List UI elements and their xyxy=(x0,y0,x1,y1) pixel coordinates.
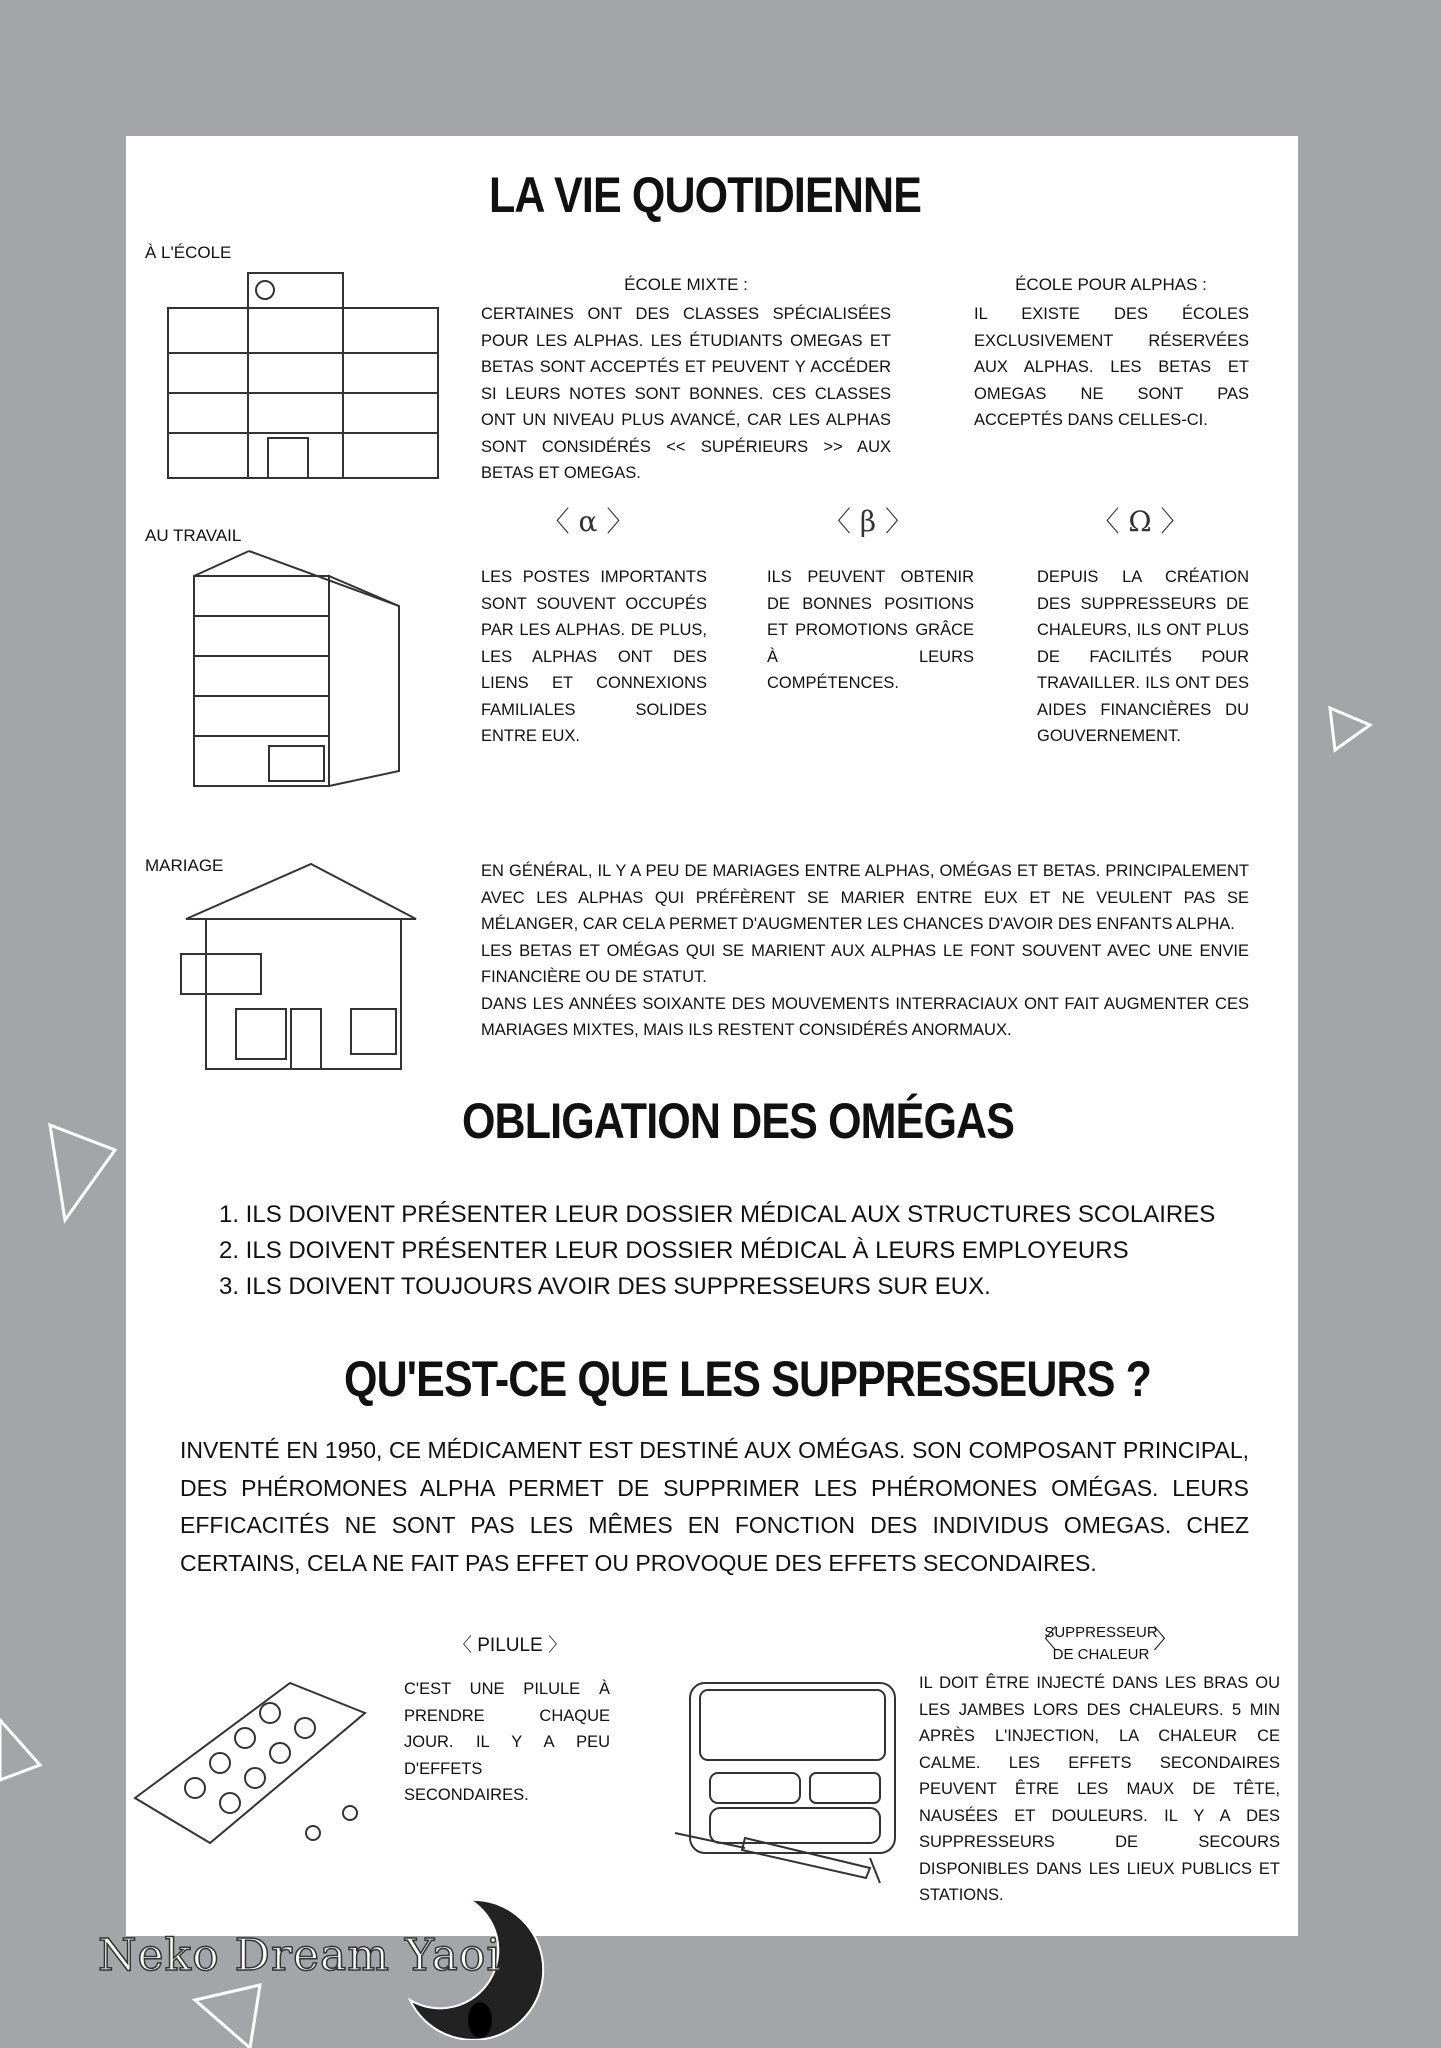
alpha-school-text: IL EXISTE DES ÉCOLES EXCLUSIVEMENT RÉSERVÉES AUX ALPHAS. LES BETAS ET OMEGAS NE SONT PAS ACCEPTÉS DANS CELLES-CI. xyxy=(974,305,1249,429)
mixed-school-heading: ÉCOLE MIXTE : xyxy=(624,275,748,294)
marriage-paragraph: EN GÉNÉRAL, IL Y A PEU DE MARIAGES ENTRE ALPHAS, OMÉGAS ET BETAS. PRINCIPALEMENT AVEC LES ALPHAS QUI PRÉFÈRENT SE MARIER ENTRE EUX ET NE VEULENT PAS SE MÉLANGER, CAR CELA PERMET D'AUGMENTER LES CHANCES D'AVOIR DES ENFANTS ALPHA. xyxy=(481,862,1249,933)
section-title-obligations: OBLIGATION DES OMÉGAS xyxy=(461,1093,1015,1149)
obligation-item: 3. ILS DOIVENT TOUJOURS AVOIR DES SUPPRESSEURS SUR EUX. xyxy=(219,1273,991,1300)
bracket-right: 〉 xyxy=(1152,1624,1179,1654)
watermark-logo: Neko Dream Yaoi xyxy=(98,1930,502,1981)
obligation-item: 2. ILS DOIVENT PRÉSENTER LEUR DOSSIER MÉDICAL À LEURS EMPLOYEURS xyxy=(219,1237,1129,1264)
alpha-symbol: 〈 α 〉 xyxy=(541,505,635,538)
marriage-paragraph: LES BETAS ET OMÉGAS QUI SE MARIENT AUX ALPHAS LE FONT SOUVENT AVEC UNE ENVIE FINANCIÈRE OU DE STATUT. xyxy=(481,941,1249,986)
omega-symbol: 〈 Ω 〉 xyxy=(1091,505,1189,538)
syringe-kit-illustration xyxy=(670,1678,915,1883)
marriage-text xyxy=(481,858,1249,1044)
obligation-item: 1. ILS DOIVENT PRÉSENTER LEUR DOSSIER MÉDICAL AUX STRUCTURES SCOLAIRES xyxy=(219,1201,1216,1228)
beta-symbol: 〈 β 〉 xyxy=(823,505,913,538)
pill-blister-illustration xyxy=(130,1678,370,1853)
school-label: À L'ÉCOLE xyxy=(145,243,232,262)
suppressants-intro: INVENTÉ EN 1950, CE MÉDICAMENT EST DESTINÉ AUX OMÉGAS. SON COMPOSANT PRINCIPAL, DES PHÉROMONES ALPHA PERMET DE SUPPRIMER LES PHÉROMONES OMÉGAS. LEURS EFFICACITÉS NE SONT PAS LES MÊMES EN FONCTION DES INDIVIDUS OMEGAS. CHEZ CERTAINS, CELA NE FAIT PAS EFFET OU PROVOQUE DES EFFETS SECONDAIRES. xyxy=(180,1437,1249,1576)
injection-heading xyxy=(1031,1622,1179,1666)
injection-text: IL DOIT ÊTRE INJECTÉ DANS LES BRAS OU LES JAMBES LORS DES CHALEURS. 5 MIN APRÈS L'INJECTION, LA CHALEUR CE CALME. LES EFFETS SECONDAIRES PEUVENT ÊTRE LES MAUX DE TÊTE, NAUSÉES ET DOULEURS. IL Y A DES SUPPRESSEURS DE SECOURS DISPONIBLES DANS LES LIEUX PUBLICS ET STATIONS. xyxy=(919,1674,1280,1904)
marriage-label: MARIAGE xyxy=(145,856,224,875)
omega-work-text: DEPUIS LA CRÉATION DES SUPPRESSEURS DE CHALEURS, ILS ONT PLUS DE FACILITÉS POUR TRAVAILLER. ILS ONT DES AIDES FINANCIÈRES DU GOUVERNEMENT. xyxy=(1037,568,1249,745)
school-building-illustration xyxy=(163,268,448,483)
bracket-left: 〈 xyxy=(1031,1624,1058,1654)
alpha-school-heading: ÉCOLE POUR ALPHAS : xyxy=(1015,275,1207,294)
obligations-list xyxy=(219,1197,1215,1305)
beta-work-text: ILS PEUVENT OBTENIR DE BONNES POSITIONS ET PROMOTIONS GRÂCE À LEURS COMPÉTENCES. xyxy=(767,568,974,692)
mixed-school-text: CERTAINES ONT DES CLASSES SPÉCIALISÉES POUR LES ALPHAS. LES ÉTUDIANTS OMEGAS ET BETAS SONT ACCEPTÉS ET PEUVENT Y ACCÉDER SI LEURS NOTES SONT BONNES. CES CLASSES ONT UN NIVEAU PLUS AVANCÉ, CAR LES ALPHAS SONT CONSIDÉRÉS << SUPÉRIEURS >> AUX BETAS ET OMEGAS. xyxy=(481,305,891,482)
house-illustration xyxy=(176,859,426,1074)
alpha-work-text: LES POSTES IMPORTANTS SONT SOUVENT OCCUPÉS PAR LES ALPHAS. DE PLUS, LES ALPHAS ONT DES LIENS ET CONNEXIONS FAMILIALES SOLIDES ENTRE EUX. xyxy=(481,568,707,745)
injection-heading-line2: DE CHALEUR xyxy=(1052,1646,1150,1663)
office-building-illustration xyxy=(189,546,409,791)
work-label: AU TRAVAIL xyxy=(145,526,242,545)
injection-heading-line1: SUPPRESSEUR xyxy=(1044,1624,1158,1641)
section-title-daily-life: LA VIE QUOTIDIENNE xyxy=(488,167,922,223)
section-title-suppressants: QU'EST-CE QUE LES SUPPRESSEURS ? xyxy=(344,1351,1152,1407)
pill-text: C'EST UNE PILULE À PRENDRE CHAQUE JOUR. IL Y A PEU D'EFFETS SECONDAIRES. xyxy=(404,1680,610,1804)
marriage-paragraph: DANS LES ANNÉES SOIXANTE DES MOUVEMENTS INTERRACIAUX ONT FAIT AUGMENTER CES MARIAGES MIXTES, MAIS ILS RESTENT CONSIDÉRÉS ANORMAUX. xyxy=(481,994,1249,1039)
pill-heading: 〈 PILULE 〉 xyxy=(452,1635,568,1656)
